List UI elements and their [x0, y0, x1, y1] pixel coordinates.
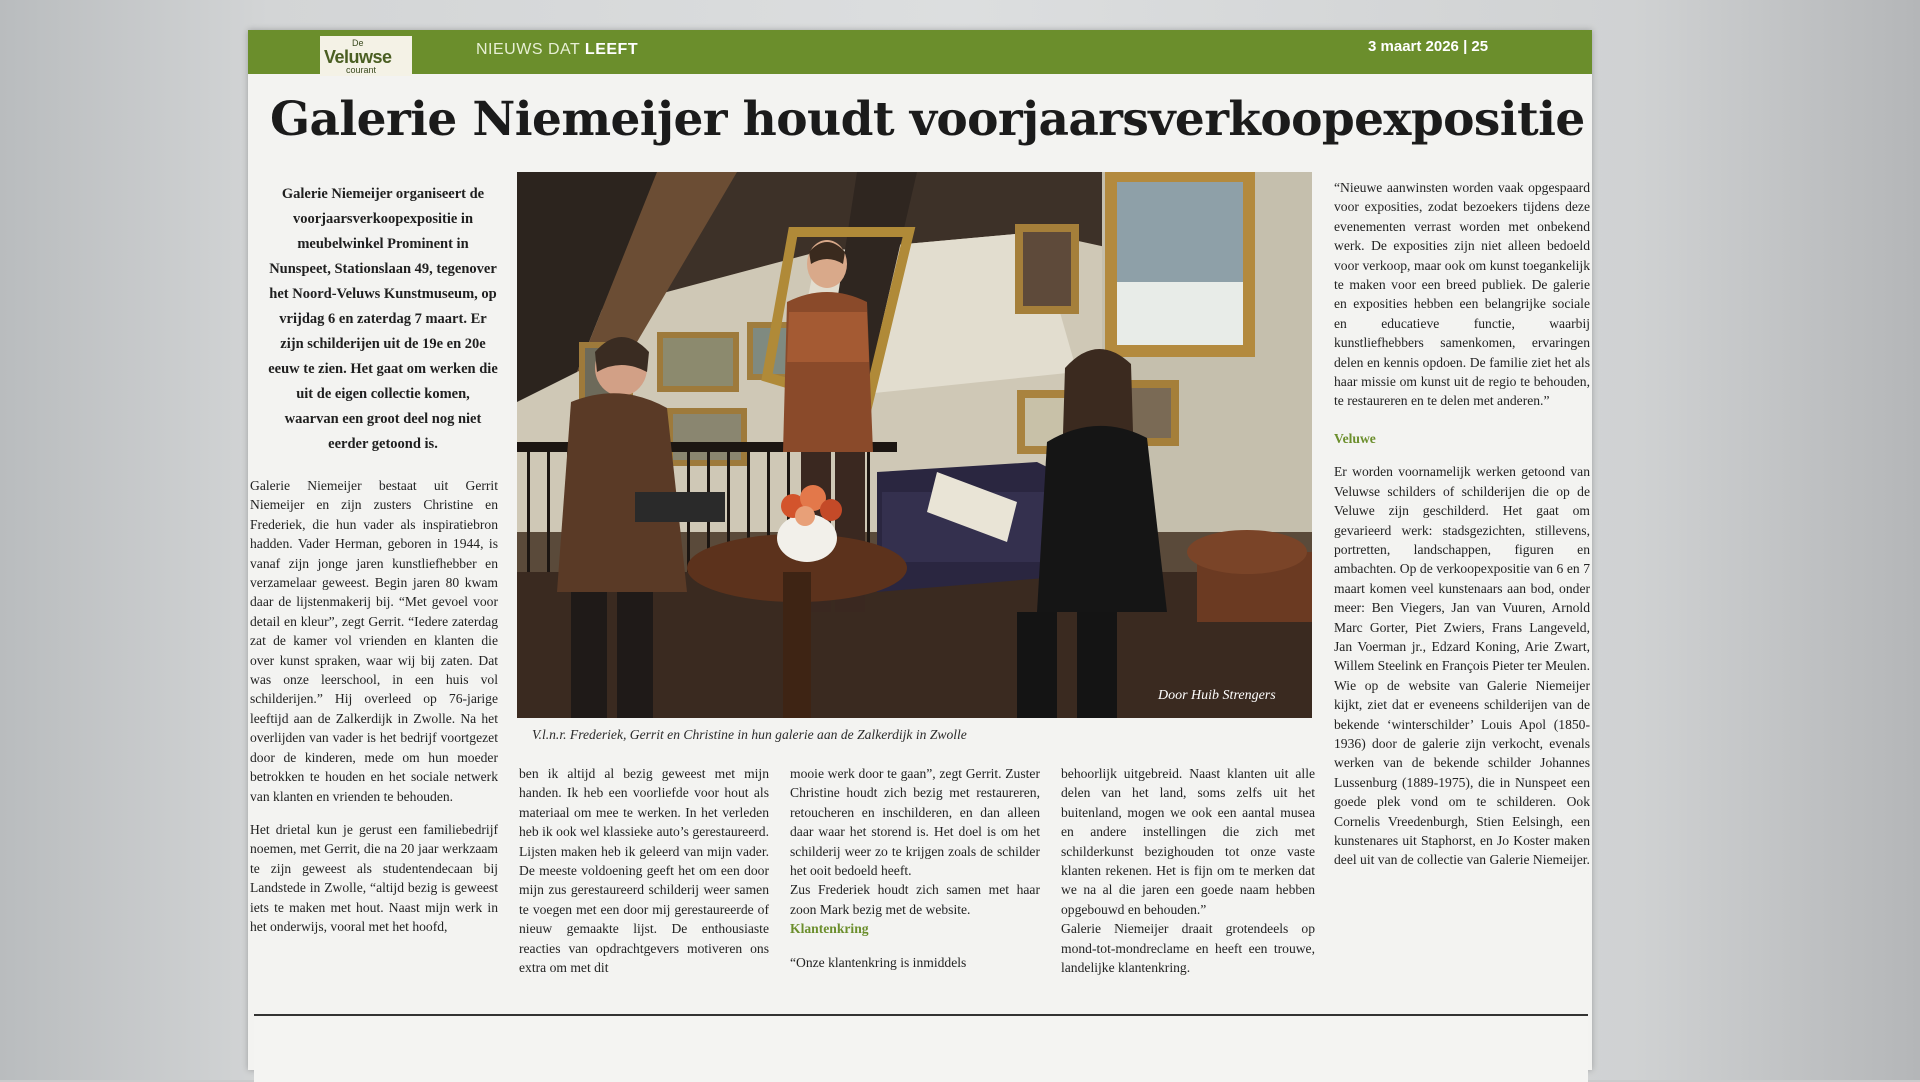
photo-credit: Door Huib Strengers	[1158, 688, 1276, 703]
article-intro: Galerie Niemeijer organiseert de voorjaarsverkoopexpositie in meubelwinkel Prominent in Nunspeet, Stationslaan 49, tegenover het Noord-Veluws Kunstmuseum, op vrijdag 6 en zaterdag 7 maart. Er zijn schilderijen uit de 19e en 20e eeuw te zien. Het gaat om werken die uit de eigen collectie komen, waarvan een groot deel nog niet eerder getoond is.	[268, 186, 498, 452]
photo-caption: V.l.n.r. Frederiek, Gerrit en Christine in hun galerie aan de Zalkerdijk in Zwolle	[532, 727, 967, 742]
logo-de: De	[352, 38, 364, 48]
logo-name: Veluwse	[324, 47, 392, 67]
section-label	[476, 41, 638, 59]
logo-courant: courant	[346, 65, 377, 75]
article-column-3	[790, 764, 1040, 972]
article-column-1	[250, 476, 498, 936]
article-headline: Galerie Niemeijer houdt voorjaarsverkoopexpositie	[270, 92, 1585, 147]
paragraph: ben ik altijd al bezig geweest met mijn handen. Ik heb een voorliefde voor hout als materiaal om mee te werken. In het verleden heb ik ook wel klassieke auto’s gerestaureerd. Lijsten maken heb ik geleerd van mijn vader. De meeste voldoening geeft het om een door mijn zus gerestaureerd schilderij weer samen te voegen met een door mij gerestaureerde of nieuw gemaakte lijst. De enthousiaste reacties van opdrachtgevers motiveren ons extra om met dit	[519, 766, 769, 976]
subheading-klantenkring: Klantenkring	[790, 921, 869, 937]
paragraph: Galerie Niemeijer bestaat uit Gerrit Niemeijer en zijn zusters Christine en Frederiek, die hun vader als inspiratiebron hadden. Vader Herman, geboren in 1944, is vanaf zijn jonge jaren kunstliefhebber en verzamelaar geweest. Begin jaren 80 kwam daar de lijstenmakerij bij. “Met gevoel voor detail en kleur”, zegt Gerrit. “Iedere zaterdag zat de kamer vol vrienden en klanten die over kunst spraken, waar wij bij zaten. Dat was onze leerschool, in een huis vol schilderijen.” Hij overleed op 76-jarige leeftijd aan de Zalkerdijk in Zwolle. Na het overlijden van vader is het bedrijf voortgezet door de kinderen, mede om hun moeder betrokken te houden en het sociale netwerk van klanten en vrienden te behouden.	[250, 478, 498, 804]
paragraph: “Nieuwe aanwinsten worden vaak opgespaard voor exposities, zodat bezoekers tijdens deze evenementen verrast worden met onbekend werk. De exposities zijn niet alleen bedoeld voor verkoop, maar ook om kunst toegankelijk te maken voor een breed publiek. De galerie en exposities hebben een belangrijke sociale en educatieve functie, waarbij kunstliefhebbers samenkomen, ervaringen delen en kennis opdoen. De familie ziet het als haar missie om kunst uit de regio te behouden, te restaureren en te delen met anderen.”	[1334, 180, 1590, 409]
article-column-5	[1334, 178, 1590, 870]
article-photo	[517, 172, 1312, 718]
section-bold: LEEFT	[584, 41, 639, 58]
paragraph: Zus Frederiek houdt zich samen met haar zoon Mark bezig met de website.	[790, 882, 1040, 917]
paragraph: “Onze klantenkring is inmiddels	[790, 954, 967, 970]
section-prefix: NIEUWS DAT	[476, 41, 585, 58]
article-column-2	[519, 764, 769, 977]
newspaper-logo	[320, 36, 412, 76]
article-column-4	[1061, 764, 1315, 977]
subheading-veluwe: Veluwe	[1334, 430, 1376, 446]
paragraph: Er worden voornamelijk werken getoond van Veluwse schilders of schilderijen die op de Veluwe zijn geschilderd. Het gaat om gevarieerd werk: stadsgezichten, stillevens, portretten, landschappen, figuren en ambachten. Op de verkoopexpositie van 6 en 7 maart komen veel kunstenaars aan bod, onder meer: Ben Viegers, Jan van Vuuren, Arnold Marc Gorter, Piet Zwiers, Frans Langeveld, Jan Voerman jr., Edzard Koning, Arie Zwart, Willem Steelink en François Pieter ter Meulen. Wie op de website van Galerie Niemeijer kijkt, ziet dat er eveneens schilderijen van de bekende ‘winterschilder’ Louis Apol (1850-1936) door de galerie zijn verkocht, evenals werken van de bekende schilder Johannes Lussenburg (1889-1975), die in Nunspeet een goede plek vond om te schilderen. Ook Cornelis Vreedenburgh, Stien Eelsingh, een kunstenares uit Staphorst, en Jo Koster maken deel uit van de collectie van Galerie Niemeijer.	[1334, 464, 1590, 868]
paragraph: Galerie Niemeijer draait grotendeels op mond-tot-mondreclame en heeft een trouwe, landelijke klantenkring.	[1061, 921, 1315, 976]
date-page-number: 3 maart 2026 | 25	[1368, 38, 1489, 55]
paragraph: behoorlijk uitgebreid. Naast klanten uit alle delen van het land, soms zelfs uit het buitenland, mogen we ook een aantal musea en andere instellingen die zich met schilderkunst bezighouden tot onze vaste klanten rekenen. Het is fijn om te merken dat we na al die jaren een goede naam hebben opgebouwd en behouden.”	[1061, 766, 1315, 917]
page-bottom-margin	[254, 1014, 1588, 1082]
paragraph: Het drietal kun je gerust een familiebedrijf noemen, met Gerrit, die na 20 jaar werkzaam te zijn geweest als studentendecaan bij Landstede in Zwolle, “altijd bezig is geweest iets te maken met hout. Naast mijn werk in het onderwijs, vooral met het hoofd,	[250, 821, 498, 934]
paragraph: mooie werk door te gaan”, zegt Gerrit. Zuster Christine houdt zich bezig met restaureren, retoucheren en inschilderen, en dan alleen daar waar het storend is. Het doel is om het schilderij weer zo te krijgen zoals de schilder het ooit bedoeld heeft.	[790, 766, 1040, 879]
